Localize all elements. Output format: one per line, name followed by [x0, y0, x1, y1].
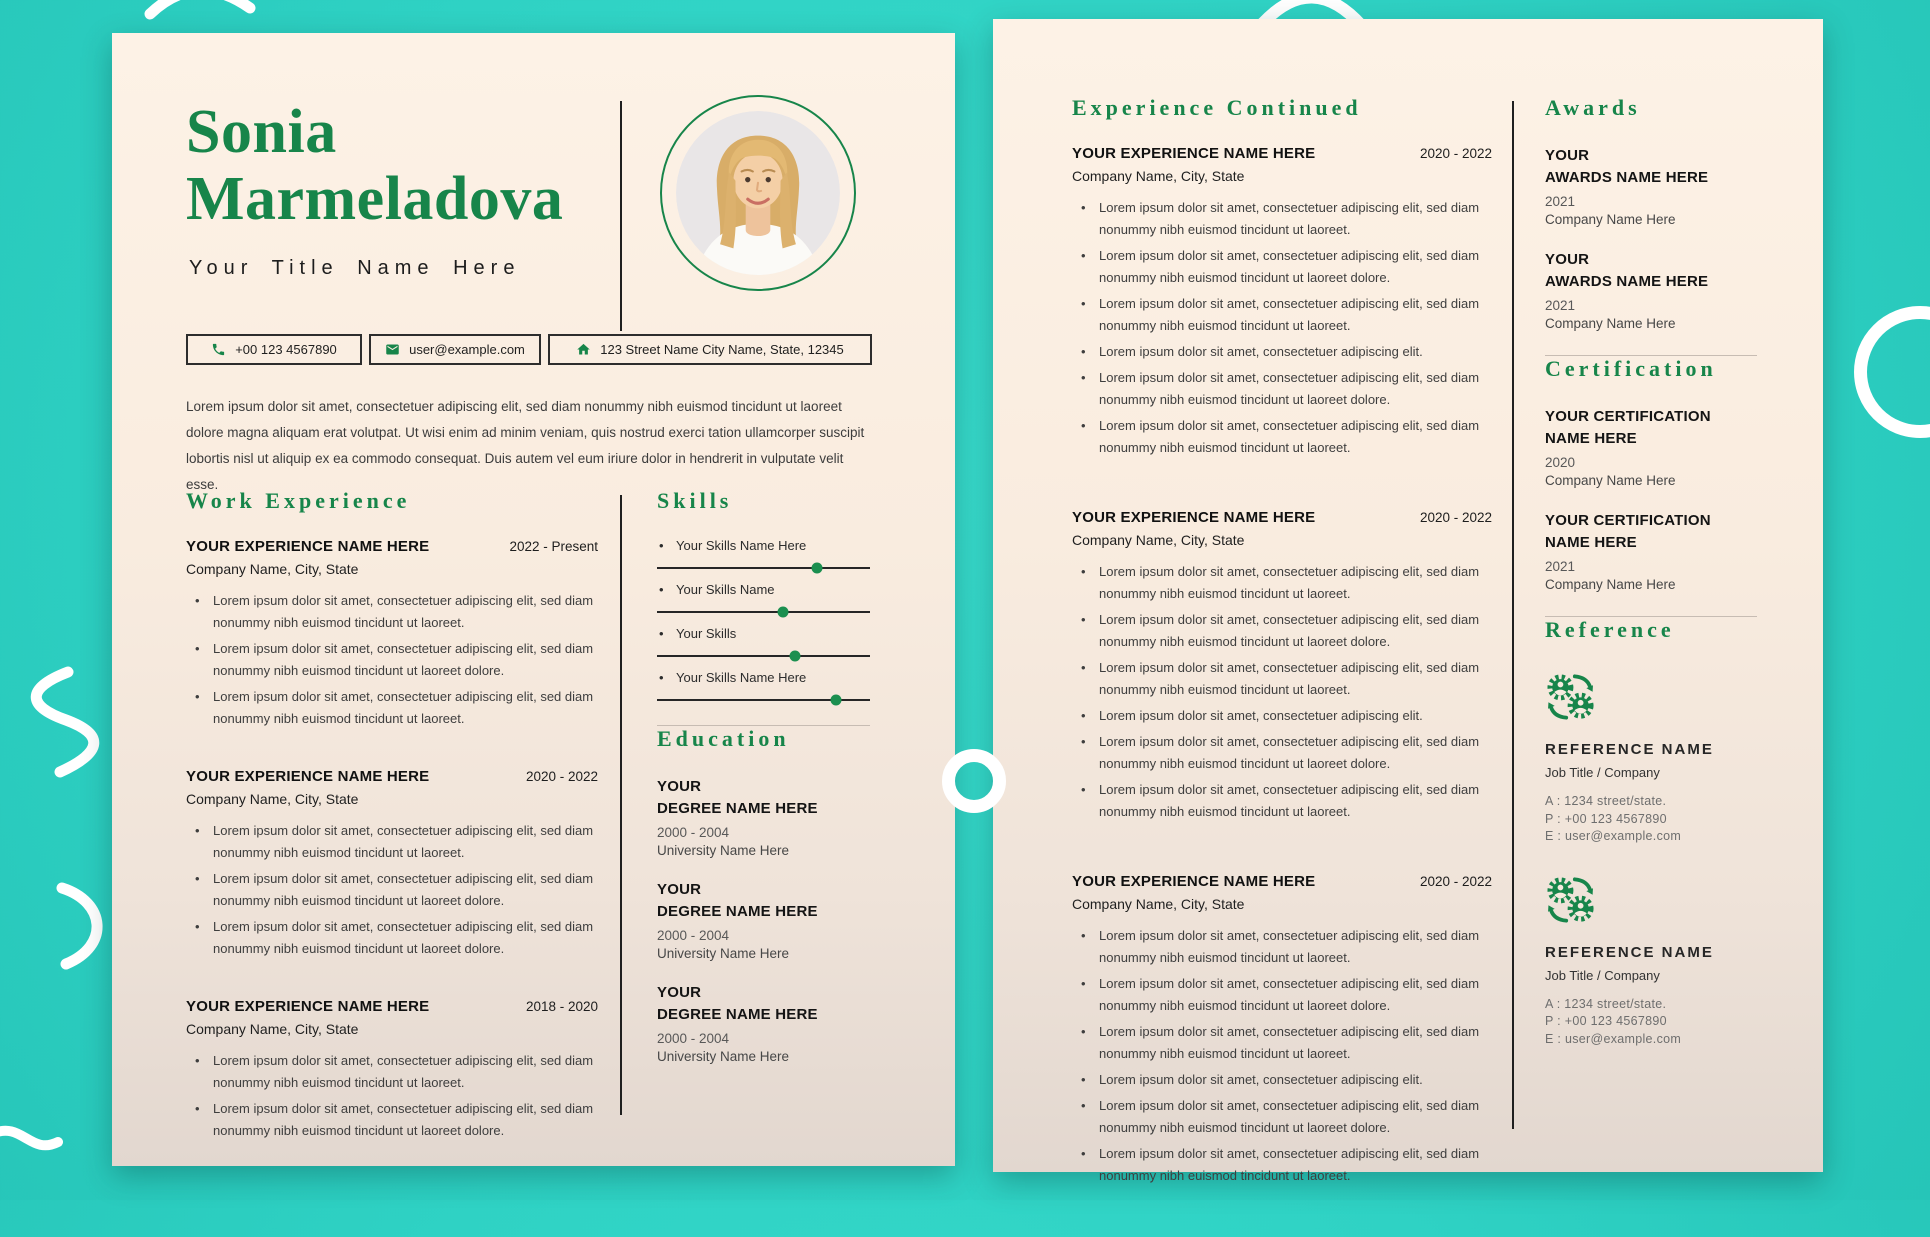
education-years: 2000 - 2004 [657, 1031, 730, 1046]
reference-phone: P : +00 123 4567890 [1545, 1014, 1667, 1028]
degree-name: YOUR DEGREE NAME HERE [657, 778, 818, 817]
experience-date: 2018 - 2020 [525, 999, 598, 1014]
experience-bullets [186, 590, 598, 730]
reference-name: REFERENCE NAME [1545, 943, 1714, 961]
experience-company: Company Name, City, State [186, 561, 359, 577]
reference-job-title: Job Title / Company [1545, 765, 1660, 780]
phone-icon [211, 342, 226, 357]
award-company: Company Name Here [1545, 316, 1676, 331]
bullet: • Lorem ipsum dolor sit amet, consectetuer adipiscing elit, sed diam nonummy nibh euismod tincidunt ut laoreet dolore. [186, 1098, 598, 1142]
reference-name: REFERENCE NAME [1545, 741, 1714, 758]
skill-bar [657, 567, 870, 569]
envelope-icon [385, 342, 400, 357]
reference-contact-lines [1545, 996, 1757, 1049]
reference-entry [1545, 870, 1757, 1049]
bullet: • Lorem ipsum dolor sit amet, consectetuer adipiscing elit, sed diam nonummy nibh euismod tincidunt ut laoreet. [186, 686, 598, 730]
experience-continued-heading: Experience Continued [1072, 95, 1362, 120]
award-name: YOUR AWARDS NAME HERE [1545, 147, 1709, 186]
experience-entry [186, 768, 598, 960]
reference-contact-lines [1545, 793, 1757, 846]
reference-phone: P : +00 123 4567890 [1545, 811, 1667, 826]
column-divider [620, 495, 622, 1115]
bullet: • Lorem ipsum dolor sit amet, consectetuer adipiscing elit, sed diam nonummy nibh euismod tincidunt ut laoreet. [1072, 1143, 1492, 1187]
skill-item [657, 582, 870, 613]
skill-label: • Your Skills [657, 626, 870, 641]
bullet: • Lorem ipsum dolor sit amet, consectetuer adipiscing elit, sed diam nonummy nibh euismod tincidunt ut laoreet. [1072, 561, 1492, 605]
skills-heading: Skills [657, 488, 733, 513]
experience-company: Company Name, City, State [1072, 896, 1245, 912]
bullet: • Lorem ipsum dolor sit amet, consectetuer adipiscing elit, sed diam nonummy nibh euismod tincidunt ut laoreet. [1072, 1021, 1492, 1065]
reference-email: E : user@example.com [1545, 829, 1682, 843]
experience-title: YOUR EXPERIENCE NAME HERE [1072, 145, 1316, 162]
header-divider [620, 101, 622, 331]
experience-company: Company Name, City, State [1072, 532, 1245, 548]
bullet: • Lorem ipsum dolor sit amet, consectetuer adipiscing elit, sed diam nonummy nibh euismod tincidunt ut laoreet. [1072, 415, 1492, 459]
award-year: 2021 [1545, 194, 1576, 209]
experience-company: Company Name, City, State [186, 1021, 359, 1037]
degree-name: YOUR DEGREE NAME HERE [657, 881, 818, 920]
awards-certification-reference-column [1545, 95, 1757, 1072]
skill-label: • Your Skills Name Here [657, 670, 870, 685]
candidate-title: Your Title Name Here [189, 257, 521, 279]
resume-page-2 [993, 19, 1823, 1183]
award-year: 2021 [1545, 298, 1576, 313]
skill-level-dot [777, 607, 788, 618]
contact-email-text: user@example.com [409, 342, 525, 357]
skill-bar [657, 611, 870, 613]
education-entry [657, 776, 870, 858]
award-company: Company Name Here [1545, 212, 1676, 227]
work-experience-heading: Work Experience [186, 488, 411, 513]
bullet: • Lorem ipsum dolor sit amet, consectetuer adipiscing elit, sed diam nonummy nibh euismod tincidunt ut laoreet. [186, 820, 598, 864]
bullet: • Lorem ipsum dolor sit amet, consectetuer adipiscing elit, sed diam nonummy nibh euismod tincidunt ut laoreet. [1072, 925, 1492, 969]
resume-page-1 [112, 33, 955, 1166]
bullet: • Lorem ipsum dolor sit amet, consectetuer adipiscing elit, sed diam nonummy nibh euismod tincidunt ut laoreet. [1072, 657, 1492, 701]
bullet: • Lorem ipsum dolor sit amet, consectetuer adipiscing elit, sed diam nonummy nibh euismod tincidunt ut laoreet dolore. [1072, 731, 1492, 775]
education-heading: Education [657, 726, 790, 751]
bullet: • Lorem ipsum dolor sit amet, consectetuer adipiscing elit, sed diam nonummy nibh euismod tincidunt ut laoreet dolore. [1072, 245, 1492, 289]
skill-label: • Your Skills Name Here [657, 538, 870, 553]
certification-heading: Certification [1545, 356, 1717, 381]
education-years: 2000 - 2004 [657, 928, 730, 943]
people-gears-icon [1545, 673, 1597, 721]
bullet: • Lorem ipsum dolor sit amet, consectetuer adipiscing elit, sed diam nonummy nibh euismod tincidunt ut laoreet. [1072, 779, 1492, 823]
university-name: University Name Here [657, 1049, 790, 1064]
reference-email: E : user@example.com [1545, 1031, 1682, 1046]
certification-year: 2021 [1545, 559, 1576, 574]
skill-level-dot [811, 563, 822, 574]
bullet: • Lorem ipsum dolor sit amet, consectetuer adipiscing elit, sed diam nonummy nibh euismod tincidunt ut laoreet dolore. [186, 638, 598, 682]
certification-company: Company Name Here [1545, 473, 1676, 488]
experience-date: 2020 - 2022 [1419, 874, 1492, 889]
bullet: • Lorem ipsum dolor sit amet, consectetuer adipiscing elit, sed diam nonummy nibh euismod tincidunt ut laoreet. [1072, 197, 1492, 241]
profile-summary: Lorem ipsum dolor sit amet, consectetuer adipiscing elit, sed diam nonummy nibh euismod tincidunt ut laoreet dolore magna aliquam erat volutpat. Ut wisi enim ad minim veniam, quis nostrud exerci tation ullamcorper suscipit lobortis nisl ut aliquip ex ea commodo consequat. Duis autem vel eum iriure dolor in hendrerit in vulputate velit esse. [186, 398, 865, 492]
contact-phone [186, 334, 362, 365]
experience-entry [186, 538, 598, 730]
contact-phone-text: +00 123 4567890 [235, 342, 337, 357]
experience-date: 2020 - 2022 [1419, 510, 1492, 525]
bullet: • Lorem ipsum dolor sit amet, consectetuer adipiscing elit. [1072, 705, 1492, 727]
skills-education-column [657, 488, 870, 1085]
people-gears-icon [1545, 876, 1597, 924]
skill-item [657, 538, 870, 569]
experience-title: YOUR EXPERIENCE NAME HERE [186, 998, 430, 1015]
bullet: • Lorem ipsum dolor sit amet, consectetuer adipiscing elit. [1072, 1069, 1492, 1091]
certification-year: 2020 [1545, 455, 1576, 470]
candidate-name: Sonia Marmeladova [186, 98, 564, 233]
work-experience-section [186, 488, 598, 1180]
experience-company: Company Name, City, State [186, 791, 359, 807]
profile-photo-ring [660, 95, 856, 291]
contact-address [548, 334, 872, 365]
home-icon [576, 342, 591, 357]
experience-title: YOUR EXPERIENCE NAME HERE [186, 538, 430, 555]
reference-address: A : 1234 street/state. [1545, 996, 1667, 1011]
skill-bar [657, 699, 870, 701]
award-entry [1545, 145, 1757, 227]
bullet: • Lorem ipsum dolor sit amet, consectetuer adipiscing elit, sed diam nonummy nibh euismod tincidunt ut laoreet dolore. [1072, 1095, 1492, 1139]
bullet: • Lorem ipsum dolor sit amet, consectetuer adipiscing elit, sed diam nonummy nibh euismod tincidunt ut laoreet. [186, 590, 598, 634]
experience-continued-section [1072, 95, 1492, 1237]
awards-heading: Awards [1545, 95, 1641, 120]
certification-entry [1545, 510, 1757, 592]
education-years: 2000 - 2004 [657, 825, 730, 840]
university-name: University Name Here [657, 843, 790, 858]
certification-name: YOUR CERTIFICATION NAME HERE [1545, 512, 1711, 551]
certification-name: YOUR CERTIFICATION NAME HERE [1545, 408, 1711, 447]
experience-bullets [186, 1050, 598, 1142]
education-entry [657, 879, 870, 961]
donut-decoration [942, 749, 1006, 813]
contact-email [369, 334, 541, 365]
experience-date: 2022 - Present [509, 539, 598, 554]
experience-bullets [1072, 561, 1492, 823]
experience-entry [1072, 145, 1492, 459]
reference-heading: Reference [1545, 617, 1675, 642]
experience-entry [186, 998, 598, 1142]
experience-date: 2020 - 2022 [1419, 146, 1492, 161]
bullet: • Lorem ipsum dolor sit amet, consectetuer adipiscing elit, sed diam nonummy nibh euismod tincidunt ut laoreet dolore. [1072, 367, 1492, 411]
contact-address-text: 123 Street Name City Name, State, 12345 [600, 342, 844, 357]
bullet: • Lorem ipsum dolor sit amet, consectetuer adipiscing elit, sed diam nonummy nibh euismod tincidunt ut laoreet. [186, 1050, 598, 1094]
certification-entry [1545, 406, 1757, 488]
skill-level-dot [790, 651, 801, 662]
experience-bullets [186, 820, 598, 960]
experience-bullets [1072, 197, 1492, 459]
skill-label: • Your Skills Name [657, 582, 870, 597]
certification-company: Company Name Here [1545, 577, 1676, 592]
bullet: • Lorem ipsum dolor sit amet, consectetuer adipiscing elit, sed diam nonummy nibh euismod tincidunt ut laoreet. [1072, 293, 1492, 337]
bullet: • Lorem ipsum dolor sit amet, consectetuer adipiscing elit. [1072, 341, 1492, 363]
skill-level-dot [830, 695, 841, 706]
skill-item [657, 626, 870, 657]
experience-title: YOUR EXPERIENCE NAME HERE [1072, 509, 1316, 526]
experience-title: YOUR EXPERIENCE NAME HERE [186, 768, 430, 785]
experience-title: YOUR EXPERIENCE NAME HERE [1072, 873, 1316, 890]
university-name: University Name Here [657, 946, 790, 961]
experience-bullets [1072, 925, 1492, 1187]
reference-job-title: Job Title / Company [1545, 967, 1660, 983]
bullet: • Lorem ipsum dolor sit amet, consectetuer adipiscing elit, sed diam nonummy nibh euismod tincidunt ut laoreet dolore. [186, 868, 598, 912]
reference-address: A : 1234 street/state. [1545, 794, 1667, 808]
education-entry [657, 982, 870, 1064]
experience-company: Company Name, City, State [1072, 168, 1245, 184]
woman-avatar-illustration [676, 111, 840, 275]
profile-photo [676, 111, 840, 275]
contact-bar [186, 334, 872, 365]
experience-entry [1072, 873, 1492, 1187]
bullet: • Lorem ipsum dolor sit amet, consectetuer adipiscing elit, sed diam nonummy nibh euismod tincidunt ut laoreet dolore. [1072, 609, 1492, 653]
experience-entry [1072, 509, 1492, 823]
bullet: • Lorem ipsum dolor sit amet, consectetuer adipiscing elit, sed diam nonummy nibh euismod tincidunt ut laoreet dolore. [186, 916, 598, 960]
reference-entry [1545, 667, 1757, 846]
degree-name: YOUR DEGREE NAME HERE [657, 984, 818, 1023]
skill-bar [657, 655, 870, 657]
ring-decoration [1854, 306, 1930, 438]
award-name: YOUR AWARDS NAME HERE [1545, 251, 1709, 290]
column-divider [1512, 101, 1514, 1129]
award-entry [1545, 249, 1757, 331]
skill-item [657, 670, 870, 701]
bullet: • Lorem ipsum dolor sit amet, consectetuer adipiscing elit, sed diam nonummy nibh euismod tincidunt ut laoreet dolore. [1072, 973, 1492, 1017]
experience-date: 2020 - 2022 [525, 769, 598, 784]
